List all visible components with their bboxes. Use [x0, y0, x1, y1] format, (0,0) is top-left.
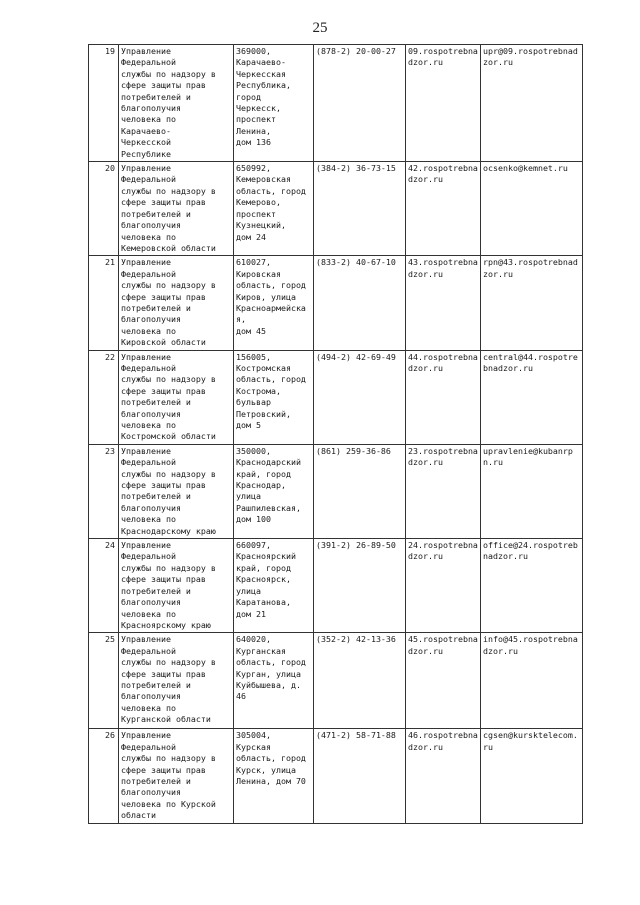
table-row: [89, 45, 583, 162]
row-number: 23: [89, 444, 119, 538]
email: info@45.rospotrebnadzor.ru: [481, 633, 583, 729]
email: rpn@43.rospotrebnadzor.ru: [481, 256, 583, 350]
phone-number: (861) 259-36-86: [314, 444, 406, 538]
organization-name: Управление Федеральной службы по надзору в сфере защиты прав потребителей и благополучия человека по Костромской области: [119, 350, 234, 444]
website: 09.rospotrebnadzor.ru: [406, 45, 481, 162]
phone-number: (878-2) 20-00-27: [314, 45, 406, 162]
email: office@24.rospotrebnadzor.ru: [481, 539, 583, 633]
website: 23.rospotrebnadzor.ru: [406, 444, 481, 538]
postal-address: 305004, Курская область, город Курск, улица Ленина, дом 70: [234, 729, 314, 823]
row-number: 24: [89, 539, 119, 633]
website: 42.rospotrebnadzor.ru: [406, 162, 481, 256]
email: central@44.rospotrebnadzor.ru: [481, 350, 583, 444]
organization-name: Управление Федеральной службы по надзору в сфере защиты прав потребителей и благополучия человека по Краснодарскому краю: [119, 444, 234, 538]
email: upravlenie@kubanrpn.ru: [481, 444, 583, 538]
website: 45.rospotrebnadzor.ru: [406, 633, 481, 729]
website: 44.rospotrebnadzor.ru: [406, 350, 481, 444]
postal-address: 350000, Краснодарский край, город Краснодар, улица Рашпилевская, дом 100: [234, 444, 314, 538]
row-number: 22: [89, 350, 119, 444]
phone-number: (384-2) 36-73-15: [314, 162, 406, 256]
postal-address: 610027, Кировская область, город Киров, улица Красноармейска я, дом 45: [234, 256, 314, 350]
row-number: 20: [89, 162, 119, 256]
organization-name: Управление Федеральной службы по надзору в сфере защиты прав потребителей и благополучия человека по Курганской области: [119, 633, 234, 729]
email: upr@09.rospotrebnadzor.ru: [481, 45, 583, 162]
row-number: 25: [89, 633, 119, 729]
organization-name: Управление Федеральной службы по надзору в сфере защиты прав потребителей и благополучия человека по Кемеровской области: [119, 162, 234, 256]
table-row: [89, 162, 583, 256]
table-row: [89, 350, 583, 444]
phone-number: (391-2) 26-89-50: [314, 539, 406, 633]
row-number: 26: [89, 729, 119, 823]
website: 24.rospotrebnadzor.ru: [406, 539, 481, 633]
email: ocsenko@kemnet.ru: [481, 162, 583, 256]
row-number: 19: [89, 45, 119, 162]
organization-name: Управление Федеральной службы по надзору в сфере защиты прав потребителей и благополучия человека по Красноярскому краю: [119, 539, 234, 633]
website: 43.rospotrebnadzor.ru: [406, 256, 481, 350]
table-row: [89, 729, 583, 823]
organization-name: Управление Федеральной службы по надзору в сфере защиты прав потребителей и благополучия человека по Кировской области: [119, 256, 234, 350]
postal-address: 660097, Красноярский край, город Красноярск, улица Каратанова, дом 21: [234, 539, 314, 633]
row-number: 21: [89, 256, 119, 350]
page-number: 25: [312, 20, 328, 36]
phone-number: (471-2) 58-71-88: [314, 729, 406, 823]
email: cgsen@kursktelecom.ru: [481, 729, 583, 823]
organization-name: Управление Федеральной службы по надзору в сфере защиты прав потребителей и благополучия человека по Курской области: [119, 729, 234, 823]
phone-number: (833-2) 40-67-10: [314, 256, 406, 350]
table-row: [89, 539, 583, 633]
table-body: [89, 45, 583, 824]
postal-address: 156005, Костромская область, город Кострома, бульвар Петровский, дом 5: [234, 350, 314, 444]
postal-address: 640020, Курганская область, город Курган, улица Куйбышева, д. 46: [234, 633, 314, 729]
postal-address: 369000, Карачаево- Черкесская Республика, город Черкесск, проспект Ленина, дом 136: [234, 45, 314, 162]
table-row: [89, 256, 583, 350]
table-row: [89, 444, 583, 538]
table-row: [89, 633, 583, 729]
phone-number: (494-2) 42-69-49: [314, 350, 406, 444]
postal-address: 650992, Кемеровская область, город Кемерово, проспект Кузнецкий, дом 24: [234, 162, 314, 256]
regional-offices-table: [88, 44, 583, 824]
website: 46.rospotrebnadzor.ru: [406, 729, 481, 823]
phone-number: (352-2) 42-13-36: [314, 633, 406, 729]
organization-name: Управление Федеральной службы по надзору в сфере защиты прав потребителей и благополучия человека по Карачаево- Черкесской Республике: [119, 45, 234, 162]
